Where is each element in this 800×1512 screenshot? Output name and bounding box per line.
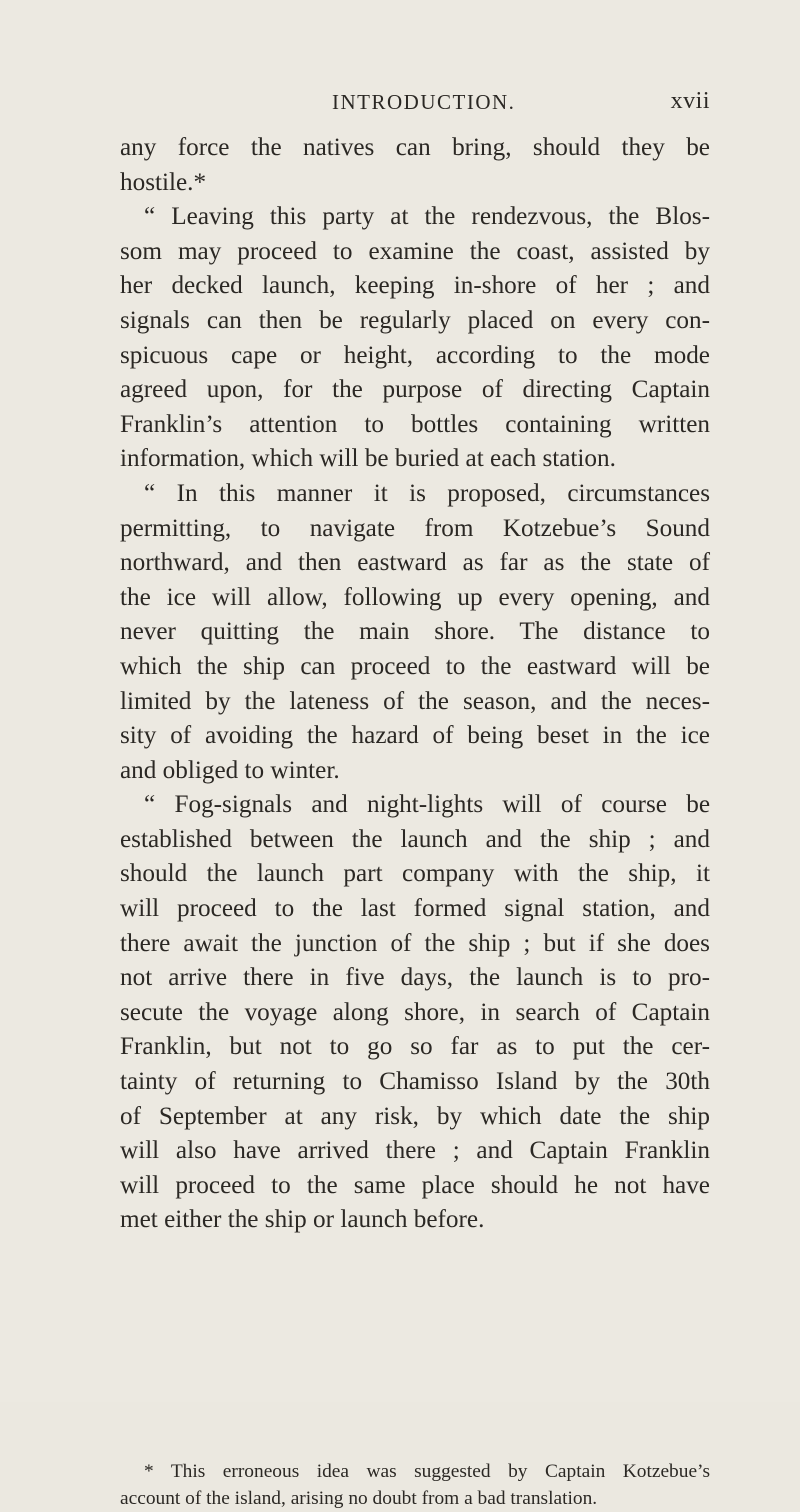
- text-line: tainty of returning to Chamisso Island by the 30th: [120, 1068, 710, 1096]
- text-line: secute the voyage along shore, in search of Captain: [120, 998, 710, 1026]
- text-line: and obliged to winter.: [120, 756, 340, 784]
- body-text: [120, 131, 710, 1238]
- text-line: “ In this manner it is proposed, circumstances: [144, 479, 710, 507]
- text-line: any force the natives can bring, should they be: [120, 134, 710, 161]
- text-line: met either the ship or launch before.: [120, 1206, 485, 1234]
- text-line: som may proceed to examine the coast, assisted by: [120, 237, 710, 265]
- footnote-line: * This erroneous idea was suggested by Captain Kotzebue’s: [144, 1461, 710, 1482]
- text-line: will proceed to the last formed signal station, and: [120, 895, 710, 923]
- text-line: of September at any risk, by which date the ship: [120, 1102, 710, 1130]
- text-line: signals can then be regularly placed on every con-: [120, 306, 710, 334]
- text-line: hostile.*: [120, 168, 207, 196]
- footnote: [120, 1458, 710, 1512]
- text-line: there await the junction of the ship ; but if she does: [120, 929, 710, 957]
- text-line: spicuous cape or height, according to the mode: [120, 341, 710, 369]
- text-line: not arrive there in five days, the launch is to pro-: [120, 964, 710, 992]
- text-line: will proceed to the same place should he not have: [120, 1171, 710, 1199]
- running-header: [120, 90, 710, 120]
- text-line: should the launch part company with the ship, it: [120, 860, 710, 888]
- text-line: permitting, to navigate from Kotzebue’s Sound: [120, 514, 710, 542]
- text-line: never quitting the main shore. The distance to: [120, 618, 710, 646]
- text-line: “ Leaving this party at the rendezvous, the Blos-: [144, 203, 710, 231]
- footnote-line: account of the island, arising no doubt from a bad translation.: [120, 1488, 598, 1509]
- text-line: limited by the lateness of the season, and the neces-: [120, 687, 710, 715]
- text-line: established between the launch and the ship ; and: [120, 825, 710, 853]
- text-line: will also have arrived there ; and Captain Franklin: [120, 1137, 710, 1165]
- text-line: which the ship can proceed to the eastward will be: [120, 652, 710, 680]
- text-line: the ice will allow, following up every opening, and: [120, 583, 710, 611]
- text-line: her decked launch, keeping in-shore of her ; and: [120, 272, 710, 300]
- text-line: northward, and then eastward as far as the state of: [120, 549, 710, 577]
- page-number: xvii: [670, 88, 710, 114]
- text-line: “ Fog-signals and night-lights will of course be: [144, 791, 710, 819]
- text-line: sity of avoiding the hazard of being beset in the ice: [120, 722, 710, 750]
- text-line: Franklin’s attention to bottles containing written: [120, 410, 710, 438]
- running-header-title: INTRODUCTION.: [332, 90, 516, 114]
- text-line: Franklin, but not to go so far as to put the cer-: [120, 1033, 710, 1061]
- text-line: information, which will be buried at each station.: [120, 445, 616, 473]
- text-line: agreed upon, for the purpose of directing Captain: [120, 376, 710, 404]
